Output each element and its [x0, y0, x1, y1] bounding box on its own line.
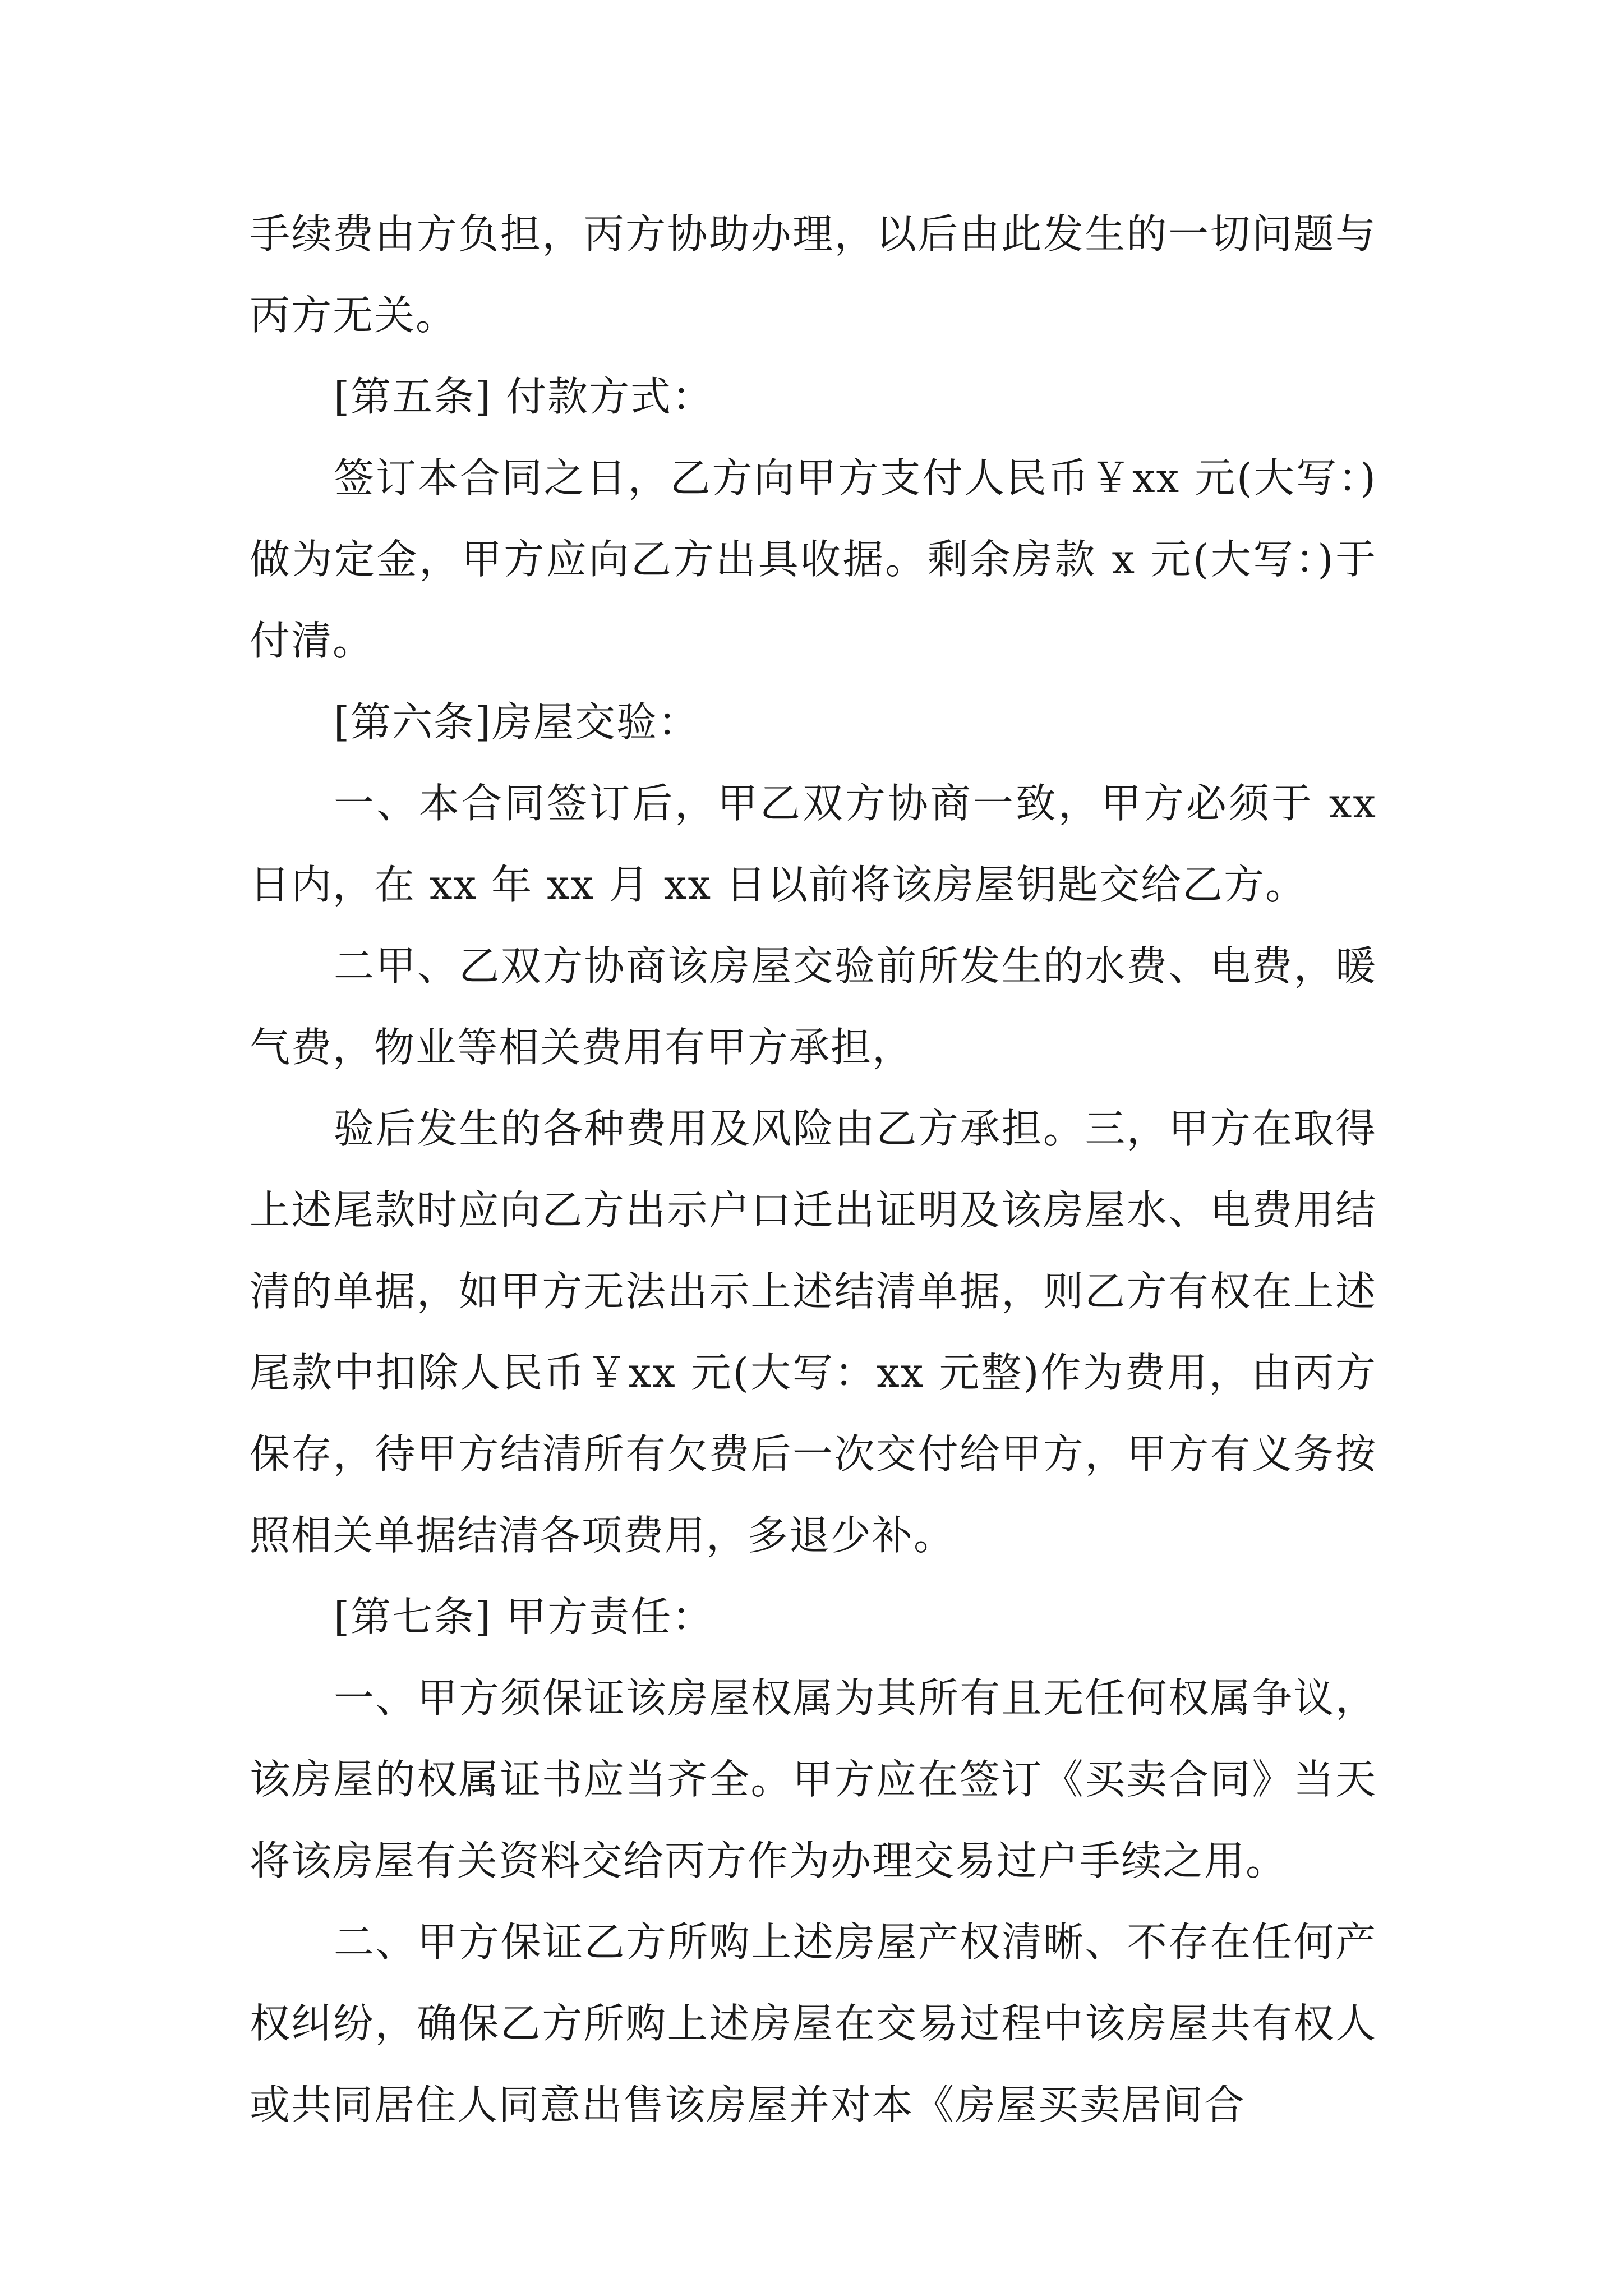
heading-article-5: [第五条] 付款方式： — [334, 373, 714, 420]
heading-article-7: [第七条] 甲方责任： — [334, 1593, 714, 1640]
document-body — [250, 194, 1377, 2146]
paragraph-pre-inspection-fees: 二甲、乙双方协商该房屋交验前所发生的水费、电费，暖气费，物业等相关费用有甲方承担， — [250, 942, 1377, 1071]
paragraph-post-inspection-fees: 验后发生的各种费用及风险由乙方承担。三，甲方在取得上述尾款时应向乙方出示户口迁出证明及该房屋水、电费用结清的单据，如甲方无法出示上述结清单据，则乙方有权在上述尾款中扣除人民币￥xx 元(大写：xx 元整)作为费用，由丙方保存，待甲方结清所有欠费后一次交付给甲方，甲方有义务按照相关单据结清各项费用，多退少补。 — [250, 1105, 1377, 1559]
paragraph-property-rights: 二、甲方保证乙方所购上述房屋产权清晰、不存在任何产权纠纷，确保乙方所购上述房屋在交易过程中该房屋共有权人或共同居住人同意出售该房屋并对本《房屋买卖居间合 — [250, 1918, 1377, 2128]
paragraph-payment-terms: 签订本合同之日，乙方向甲方支付人民币￥xx 元(大写：)做为定金，甲方应向乙方出具收据。剩余房款 x 元(大写：)于付清。 — [250, 454, 1377, 664]
paragraph-ownership-guarantee: 一、甲方须保证该房屋权属为其所有且无任何权属争议，该房屋的权属证书应当齐全。甲方应在签订《买卖合同》当天将该房屋有关资料交给丙方作为办理交易过户手续之用。 — [250, 1674, 1377, 1884]
paragraph-fee-responsibility: 手续费由方负担，丙方协助办理，以后由此发生的一切问题与丙方无关。 — [250, 210, 1377, 339]
heading-article-6: [第六条]房屋交验： — [334, 698, 700, 746]
paragraph-key-handover: 一、本合同签订后，甲乙双方协商一致，甲方必须于 xx 日内，在 xx 年 xx 月 xx 日以前将该房屋钥匙交给乙方。 — [250, 780, 1377, 908]
